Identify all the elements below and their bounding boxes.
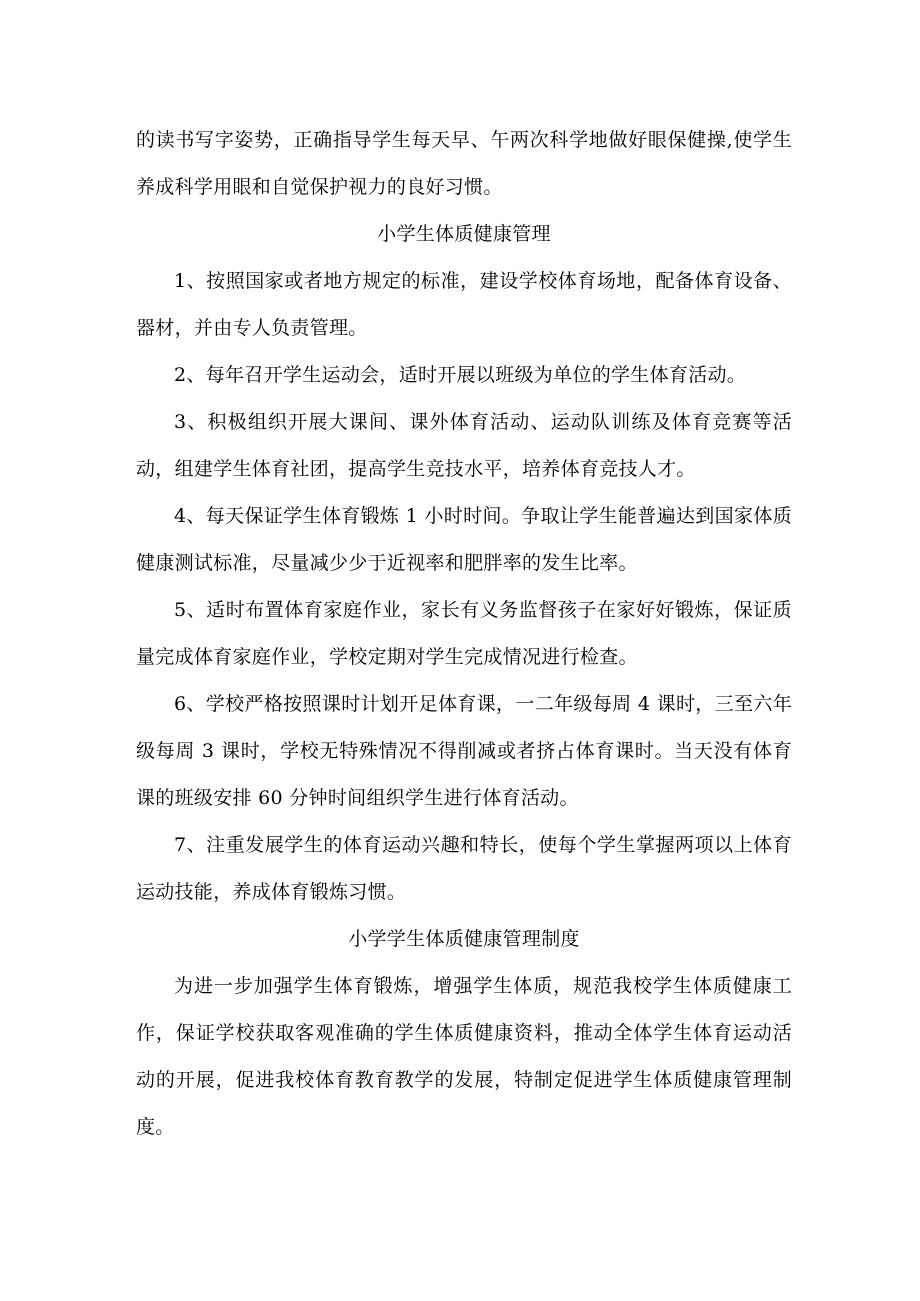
document-body xyxy=(136,117,792,1151)
section-heading-management-system: 小学学生体质健康管理制度 xyxy=(348,928,580,950)
paragraph-item-4: 4、每天保证学生体育锻炼 1 小时时间。争取让学生能普遍达到国家体质健康测试标准，尽量减少少于近视率和肥胖率的发生比率。 xyxy=(136,505,792,574)
paragraph-item-6: 6、学校严格按照课时计划开足体育课，一二年级每周 4 课时，三至六年级每周 3 课时，学校无特殊情况不得削减或者挤占体育课时。当天没有体育课的班级安排 60 分钟时间组织学生进行体育活动。 xyxy=(136,693,792,809)
paragraph-item-1: 1、按照国家或者地方规定的标准，建设学校体育场地，配备体育设备、器材，并由专人负责管理。 xyxy=(136,270,792,339)
paragraph-item-7: 7、注重发展学生的体育运动兴趣和特长，使每个学生掌握两项以上体育运动技能，养成体育锻炼习惯。 xyxy=(136,834,792,903)
paragraph-item-5: 5、适时布置体育家庭作业，家长有义务监督孩子在家好好锻炼，保证质量完成体育家庭作业，学校定期对学生完成情况进行检查。 xyxy=(136,599,792,668)
paragraph-item-3: 3、积极组织开展大课间、课外体育活动、运动队训练及体育竞赛等活动，组建学生体育社团，提高学生竞技水平，培养体育竞技人才。 xyxy=(136,411,792,480)
paragraph-eye-care: 的读书写字姿势，正确指导学生每天早、午两次科学地做好眼保健操,使学生养成科学用眼和自觉保护视力的良好习惯。 xyxy=(136,129,792,198)
paragraph-intro: 为进一步加强学生体育锻炼，增强学生体质，规范我校学生体质健康工作，保证学校获取客观准确的学生体质健康资料，推动全体学生体育运动活动的开展，促进我校体育教育教学的发展，特制定促进学生体质健康管理制度。 xyxy=(136,975,792,1138)
paragraph-item-2: 2、每年召开学生运动会，适时开展以班级为单位的学生体育活动。 xyxy=(174,364,747,386)
section-heading-health-management: 小学生体质健康管理 xyxy=(377,223,551,245)
